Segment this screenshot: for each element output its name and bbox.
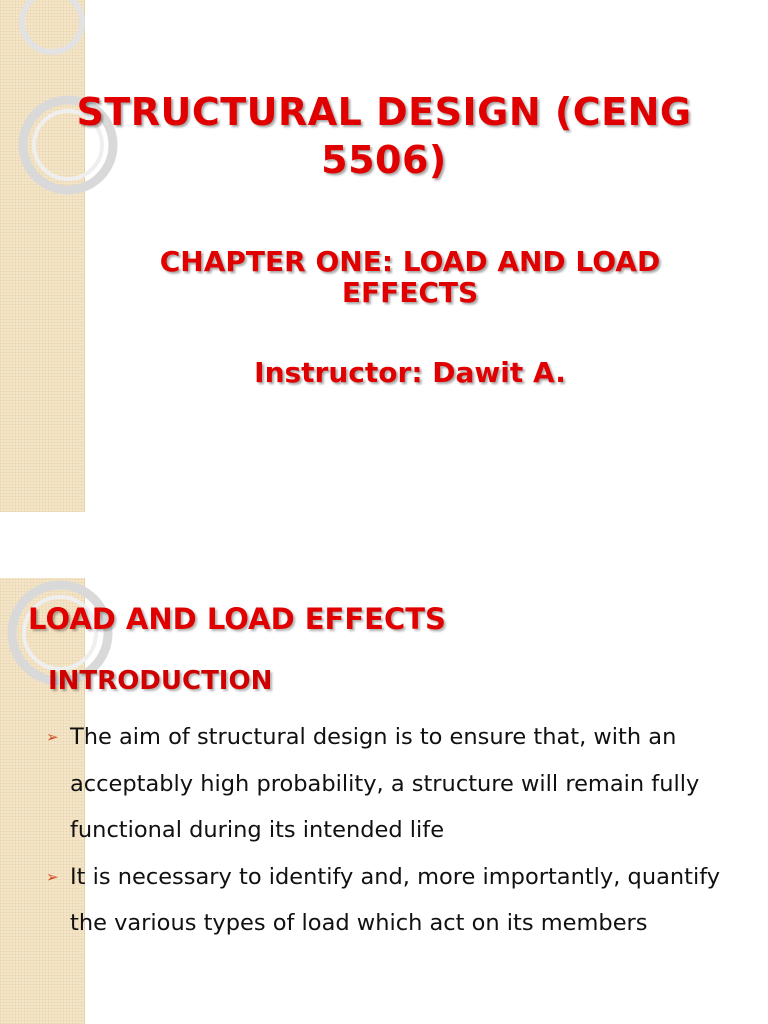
slide-heading: LOAD AND LOAD EFFECTS <box>28 602 446 636</box>
bullet-list <box>44 714 744 947</box>
bullet-text: It is necessary to identify and, more importantly, quantify the various types of load which act on its members <box>70 863 721 936</box>
section-subheading: INTRODUCTION <box>48 666 273 696</box>
presentation-title: STRUCTURAL DESIGN (CENG 5506) <box>76 90 692 182</box>
slide-2 <box>0 578 768 1024</box>
instructor-name: Instructor: Dawit A. <box>254 356 566 389</box>
chapter-title: CHAPTER ONE: LOAD AND LOAD EFFECTS <box>159 245 661 309</box>
bullet-text: The aim of structural design is to ensure that, with an acceptably high probability, a structure will remain fully functional during its intended life <box>70 724 700 843</box>
arrow-bullet-icon: ➢ <box>46 867 59 886</box>
arrow-bullet-icon: ➢ <box>46 728 59 746</box>
bullet-item <box>44 854 744 947</box>
bullet-item <box>44 714 744 854</box>
